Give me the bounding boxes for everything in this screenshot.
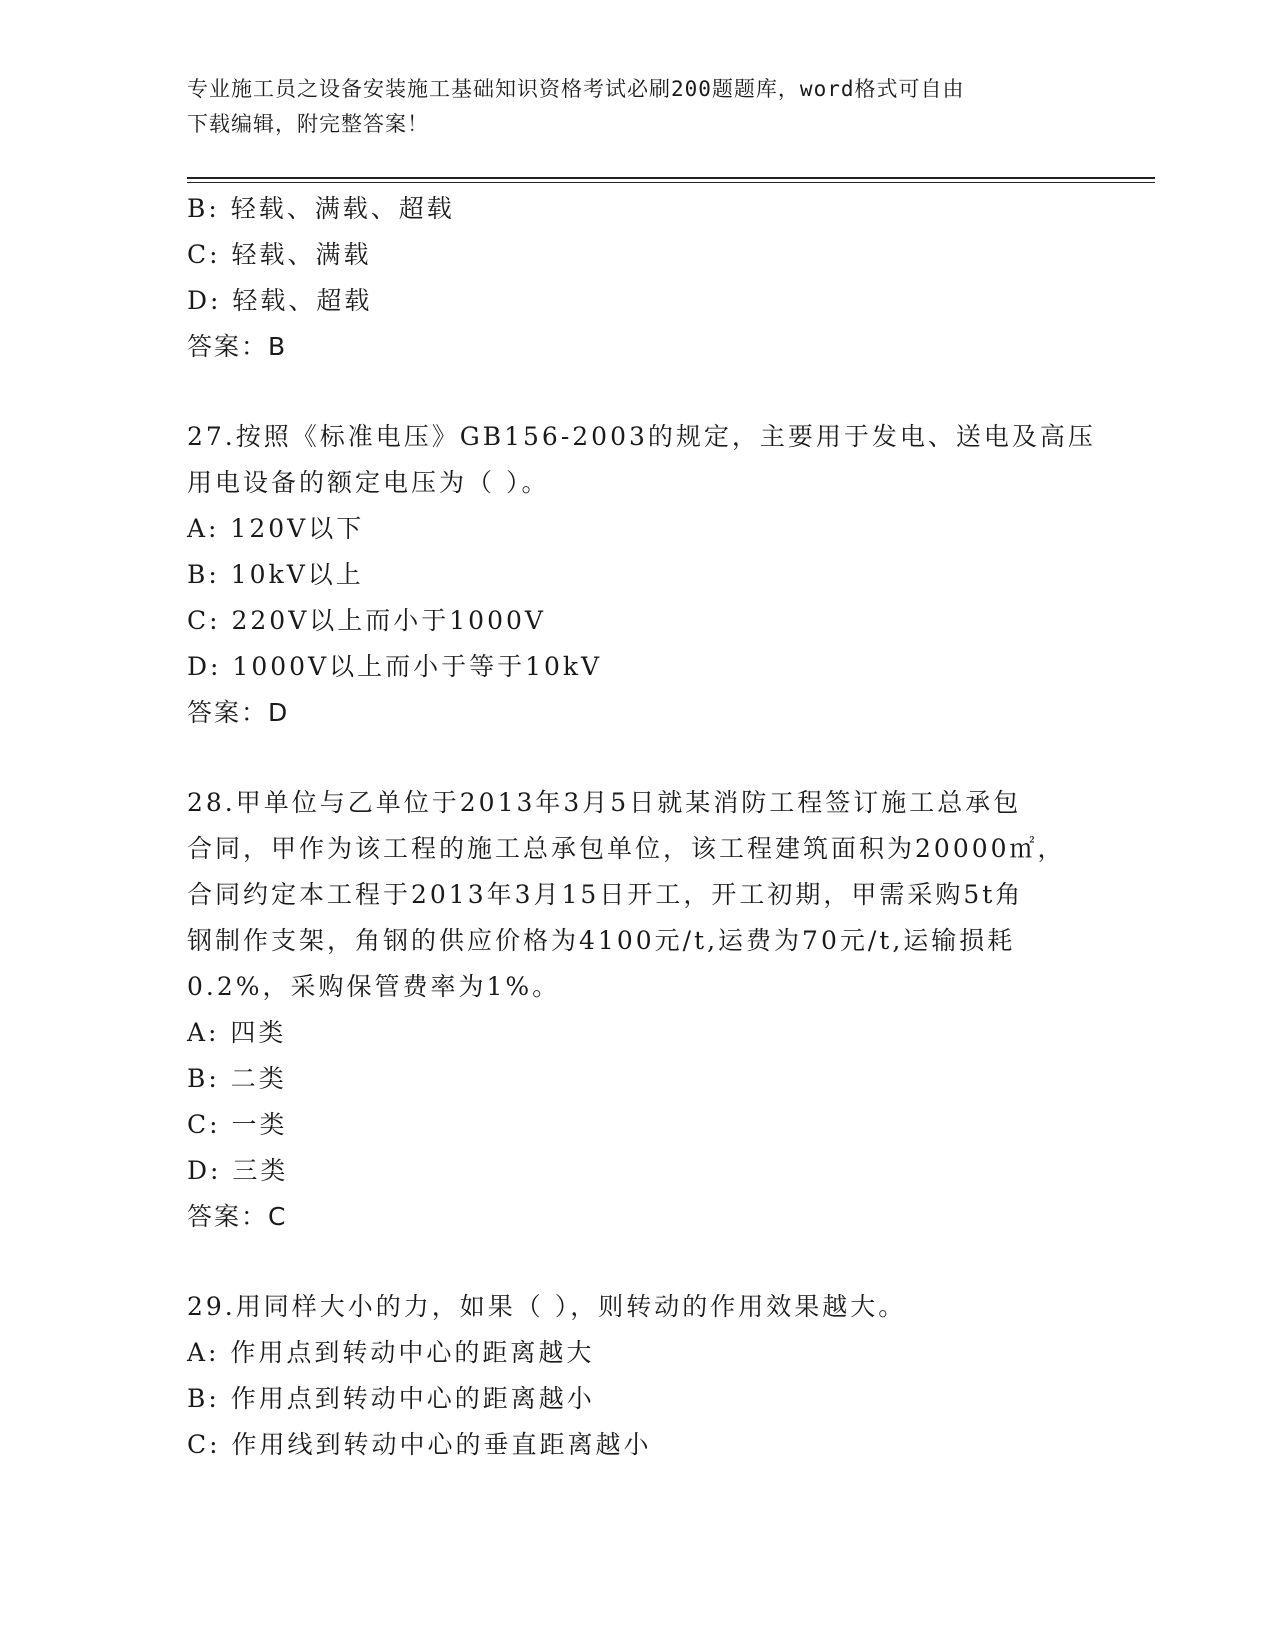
option-b: B: 10kV以上 (187, 560, 364, 589)
option-b: B: 作用点到转动中心的距离越小 (187, 1384, 595, 1413)
option-d: D: 轻载、超载 (187, 286, 373, 315)
document-header (187, 72, 1067, 142)
option-d: D: 三类 (187, 1156, 289, 1185)
option-a: A: 120V以下 (187, 514, 365, 543)
question-stem-line: 用电设备的额定电压为（ ）。 (187, 468, 550, 497)
question-26 (187, 186, 1107, 370)
option-b: B: 轻载、满载、超载 (187, 194, 455, 223)
spacer (187, 370, 1107, 414)
spacer (187, 1240, 1107, 1284)
option-c: C: 轻载、满载 (187, 240, 372, 269)
question-stem-line: 0.2%，采购保管费率为1%。 (187, 972, 561, 1001)
option-c: C: 一类 (187, 1110, 288, 1139)
option-c: C: 作用线到转动中心的垂直距离越小 (187, 1430, 652, 1459)
answer: 答案：D (187, 698, 290, 727)
answer: 答案：C (187, 1202, 288, 1231)
spacer (187, 736, 1107, 780)
header-rule-thick (187, 177, 1155, 179)
option-a: A: 四类 (187, 1018, 287, 1047)
answer: 答案：B (187, 332, 288, 361)
header-line-1: 专业施工员之设备安装施工基础知识资格考试必刷200题题库，word格式可自由 (187, 77, 965, 101)
question-stem-line: 29.用同样大小的力，如果（ ），则转动的作用效果越大。 (187, 1292, 907, 1321)
option-b: B: 二类 (187, 1064, 287, 1093)
question-stem-line: 27.按照《标准电压》GB156-2003的规定，主要用于发电、送电及高压 (187, 422, 1096, 451)
question-27 (187, 414, 1107, 736)
question-stem-line: 合同，甲作为该工程的施工总承包单位，该工程建筑面积为20000㎡， (187, 834, 1066, 863)
header-rule-thin (187, 182, 1155, 183)
option-d: D: 1000V以上而小于等于10kV (187, 652, 603, 681)
question-stem-line: 28.甲单位与乙单位于2013年3月5日就某消防工程签订施工总承包 (187, 788, 1022, 817)
question-content (187, 186, 1107, 1468)
question-stem-line: 合同约定本工程于2013年3月15日开工，开工初期，甲需采购5t角 (187, 880, 1024, 909)
option-a: A: 作用点到转动中心的距离越大 (187, 1338, 595, 1367)
question-29 (187, 1284, 1107, 1468)
question-28 (187, 780, 1107, 1240)
header-line-2: 下载编辑，附完整答案！ (187, 112, 429, 136)
option-c: C: 220V以上而小于1000V (187, 606, 546, 635)
question-stem-line: 钢制作支架，角钢的供应价格为4100元/t,运费为70元/t,运输损耗 (187, 926, 1016, 955)
